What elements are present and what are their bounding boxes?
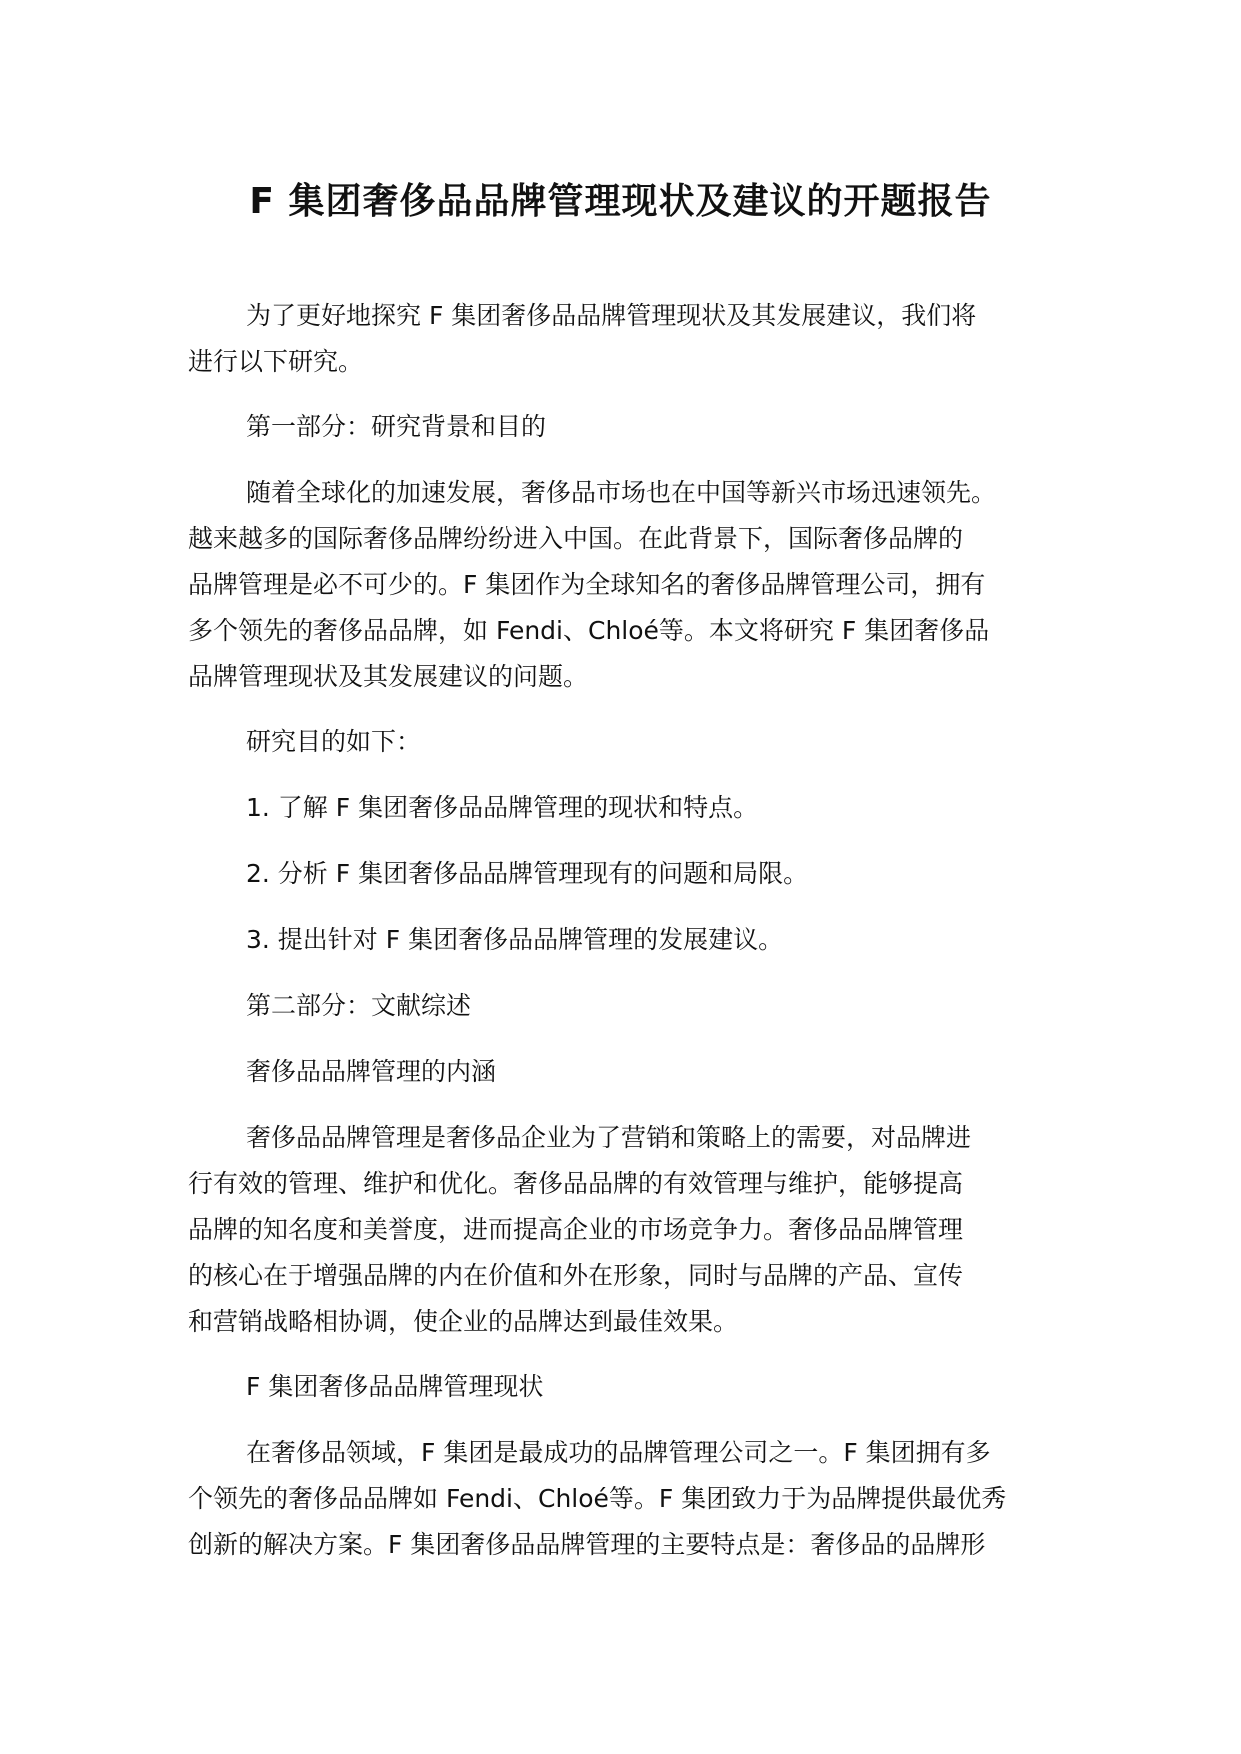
- paragraph-line: 3. 提出针对 F 集团奢侈品品牌管理的发展建议。: [246, 925, 784, 954]
- paragraph-line: 2. 分析 F 集团奢侈品品牌管理现有的问题和局限。: [246, 859, 809, 888]
- paragraph-line: 多个领先的奢侈品品牌，如 Fendi、Chloé等。本文将研究 F 集团奢侈品: [188, 616, 990, 645]
- paragraph-line: 和营销战略相协调，使企业的品牌达到最佳效果。: [188, 1307, 739, 1336]
- paragraph-line: 创新的解决方案。F 集团奢侈品品牌管理的主要特点是：奢侈品的品牌形: [188, 1530, 986, 1559]
- paragraph-line: 第一部分：研究背景和目的: [246, 412, 547, 441]
- paragraph-brand-management-meaning: [188, 1115, 1068, 1345]
- paragraph-line: 1. 了解 F 集团奢侈品品牌管理的现状和特点。: [246, 793, 759, 822]
- paragraph-line: 进行以下研究。: [188, 347, 364, 376]
- paragraph-line: 在奢侈品领域，F 集团是最成功的品牌管理公司之一。F 集团拥有多: [246, 1438, 991, 1467]
- paragraph-line: 个领先的奢侈品品牌如 Fendi、Chloé等。F 集团致力于为品牌提供最优秀: [188, 1484, 1007, 1513]
- paragraph-line: 品牌管理现状及其发展建议的问题。: [188, 662, 589, 691]
- section-heading-part-one: [188, 404, 1068, 450]
- list-item-goal-3: [188, 917, 1068, 963]
- subheading-brand-management-meaning: [188, 1049, 1068, 1095]
- subheading-f-group-status: [188, 1364, 1068, 1410]
- paragraph-line: 品牌的知名度和美誉度，进而提高企业的市场竞争力。奢侈品品牌管理: [188, 1215, 964, 1244]
- section-heading-part-two: [188, 983, 1068, 1029]
- paragraph-line: 越来越多的国际奢侈品牌纷纷进入中国。在此背景下，国际奢侈品牌的: [188, 524, 964, 553]
- paragraph-line: 随着全球化的加速发展，奢侈品市场也在中国等新兴市场迅速领先。: [246, 478, 997, 507]
- document-title: F 集团奢侈品品牌管理现状及建议的开题报告: [249, 181, 992, 222]
- paragraph-research-goals-intro: [188, 719, 1068, 765]
- paragraph-line: 的核心在于增强品牌的内在价值和外在形象，同时与品牌的产品、宣传: [188, 1261, 964, 1290]
- paragraph-line: 奢侈品品牌管理是奢侈品企业为了营销和策略上的需要，对品牌进: [246, 1123, 972, 1152]
- paragraph-line: F 集团奢侈品品牌管理现状: [246, 1372, 544, 1401]
- paragraph-line: 第二部分：文献综述: [246, 991, 472, 1020]
- paragraph-intro: [188, 293, 1068, 385]
- paragraph-f-group-status: [188, 1430, 1068, 1568]
- paragraph-background: [188, 470, 1068, 700]
- paragraph-line: 行有效的管理、维护和优化。奢侈品品牌的有效管理与维护，能够提高: [188, 1169, 964, 1198]
- paragraph-line: 奢侈品品牌管理的内涵: [246, 1057, 497, 1086]
- paragraph-line: 研究目的如下：: [246, 727, 422, 756]
- list-item-goal-1: [188, 785, 1068, 831]
- paragraph-line: 为了更好地探究 F 集团奢侈品品牌管理现状及其发展建议，我们将: [246, 301, 977, 330]
- list-item-goal-2: [188, 851, 1068, 897]
- document-body: [188, 293, 1068, 1568]
- paragraph-line: 品牌管理是必不可少的。F 集团作为全球知名的奢侈品牌管理公司，拥有: [188, 570, 986, 599]
